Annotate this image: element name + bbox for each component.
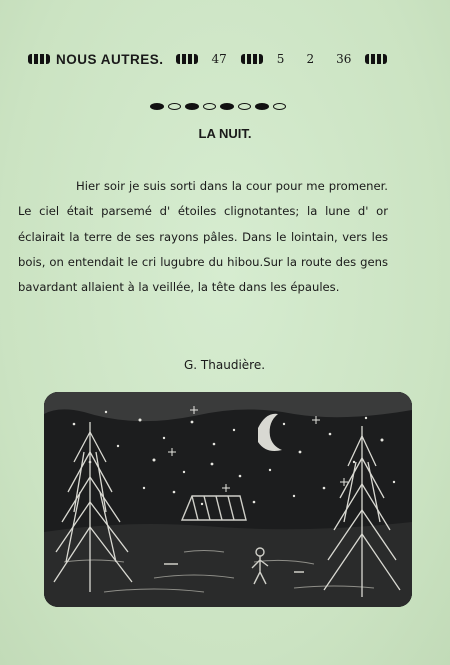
ornament-icon: [176, 54, 198, 64]
issue-number: 2: [306, 52, 315, 66]
night-scene-image: [44, 392, 412, 607]
ornament-icon: [241, 54, 263, 64]
author-signature: G. Thaudière.: [184, 358, 266, 372]
poem-text: Hier soir je suis sorti dans la cour pour me promener. Le ciel était parsemé d' étoiles clignotantes; la lune d' or éclairait la terre de ses rayons pâles. Dans le lointain, vers les bois, on entendait le cri lugubre du hibou.Sur la route des gens bavardant allaient à la veillée, la tête dans les épaules.: [18, 179, 388, 295]
ornament-icon: [365, 54, 387, 64]
issue-number: 5: [276, 52, 285, 66]
journal-header: [28, 48, 428, 70]
ornament-icon: [28, 54, 50, 64]
poem-title: LA NUIT.: [198, 126, 252, 141]
linocut-illustration: [44, 392, 412, 607]
divider-dot-icon: [255, 103, 269, 110]
divider-dot-icon: [168, 103, 181, 110]
divider-dot-icon: [150, 103, 164, 110]
issue-number: 36: [336, 52, 352, 66]
divider-dot-icon: [220, 103, 234, 110]
issue-number: 47: [211, 52, 227, 66]
ornamental-divider: [150, 100, 320, 112]
divider-dot-icon: [203, 103, 216, 110]
divider-dot-icon: [238, 103, 251, 110]
divider-dot-icon: [273, 103, 286, 110]
divider-dot-icon: [185, 103, 199, 110]
journal-title: NOUS AUTRES.: [56, 51, 164, 67]
